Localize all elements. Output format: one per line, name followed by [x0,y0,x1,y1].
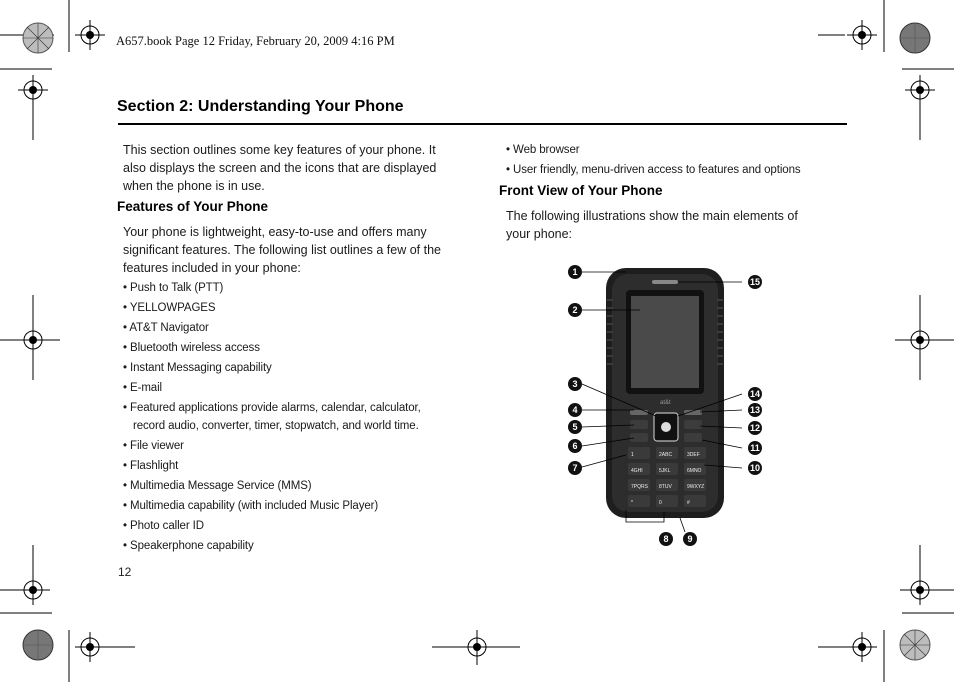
list-item: • Multimedia capability (with included Music Player) [123,497,453,515]
key-label: 1 [631,452,634,458]
intro-paragraph: This section outlines some key features of your phone. It also displays the screen and the icons that are displayed when the phone is in use. [123,143,437,193]
list-item: • Speakerphone capability [123,537,453,555]
list-item: • User friendly, menu-driven access to features and options [506,161,836,179]
callout-14: 14 [749,389,760,399]
page-number: 12 [118,565,132,579]
svg-text:at&t: at&t [660,400,671,406]
callout-12: 12 [749,423,760,433]
callout-4: 4 [568,403,582,417]
section-rule [118,123,847,125]
callout-8: 8 [659,532,673,546]
list-item: • E-mail [123,379,453,397]
callout-13: 13 [749,405,760,415]
list-item: • Push to Talk (PTT) [123,279,453,297]
front-view-intro: The following illustrations show the main elements of your phone: [506,209,798,241]
list-item: • Web browser [506,141,836,159]
key-label: 3DEF [687,452,700,458]
key-label: 4GHI [631,468,643,474]
callout-6: 6 [568,439,582,453]
running-head: A657.book Page 12 Friday, February 20, 2009 4:16 PM [116,34,395,48]
section-title: Section 2: Understanding Your Phone [117,98,404,115]
features-heading: Features of Your Phone [117,199,269,214]
callout-7: 7 [568,461,582,475]
key-label: 5JKL [659,468,671,474]
list-item: • Multimedia Message Service (MMS) [123,477,453,495]
list-item: • Photo caller ID [123,517,453,535]
callout-15: 15 [749,277,760,287]
features-list [123,279,453,555]
callout-2: 2 [568,303,582,317]
key-label: 2ABC [659,452,673,458]
list-item: • Instant Messaging capability [123,359,453,377]
key-label: # [687,500,690,506]
key-label: 6MNO [687,468,702,474]
callout-3: 3 [568,377,582,391]
list-item: • YELLOWPAGES [123,299,453,317]
key-label: * [631,500,633,506]
list-item: • Featured applications provide alarms, calendar, calculator, record audio, converter, timer, stopwatch, and world time. [123,399,453,435]
features-list-continued [506,141,836,179]
list-item: • Bluetooth wireless access [123,339,453,357]
key-label: 0 [659,500,662,506]
features-intro: Your phone is lightweight, easy-to-use and offers many significant features. The following list outlines a few of the features included in your phone: [123,225,441,275]
key-label: 8TUV [659,484,672,490]
list-item: • AT&T Navigator [123,319,453,337]
front-view-heading: Front View of Your Phone [499,183,663,198]
list-item: • Flashlight [123,457,453,475]
callout-5: 5 [568,420,582,434]
key-label: 7PQRS [631,484,648,490]
callout-11: 11 [748,441,762,455]
phone-illustration [560,260,770,552]
list-item: • File viewer [123,437,453,455]
callout-10: 10 [749,463,760,473]
callout-9: 9 [683,532,697,546]
callout-1: 1 [568,265,582,279]
key-label: 9WXYZ [687,484,705,490]
